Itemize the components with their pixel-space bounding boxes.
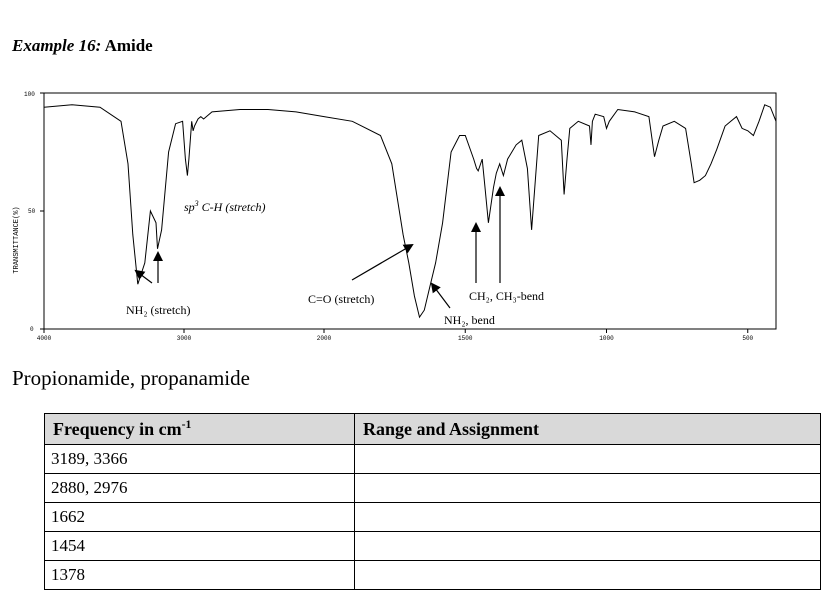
x-tick-label: 500 <box>742 335 754 342</box>
cell-assignment[interactable] <box>355 445 821 474</box>
cell-assignment[interactable] <box>355 561 821 590</box>
table-row <box>45 503 821 532</box>
cell-frequency: 3189, 3366 <box>45 445 355 474</box>
cell-frequency: 1378 <box>45 561 355 590</box>
label-nh2-bend: NH₂, bend <box>444 313 495 327</box>
cell-frequency: 1454 <box>45 532 355 561</box>
table-row <box>45 532 821 561</box>
x-tick-label: 2000 <box>316 335 332 342</box>
header-frequency: Frequency in $cm^{-1}$ <box>45 414 355 445</box>
label-co-stretch: C=O (stretch) <box>308 292 375 306</box>
table-header-row <box>45 414 821 445</box>
plot-frame <box>44 93 776 329</box>
label-ch-bend: CH₂, CH₃-bend <box>469 289 545 303</box>
cell-frequency: 1662 <box>45 503 355 532</box>
cell-assignment[interactable] <box>355 503 821 532</box>
cell-frequency: 2880, 2976 <box>45 474 355 503</box>
y-axis-label: TRANSMITTANCE(%) <box>13 206 21 274</box>
cell-assignment[interactable] <box>355 474 821 503</box>
table-row <box>45 561 821 590</box>
label-sp3-ch-stretch: $sp^3$ C-H (stretch) <box>184 199 266 214</box>
page-heading <box>12 36 153 56</box>
table-row <box>45 474 821 503</box>
arrow-nh2-bend <box>432 284 450 308</box>
x-tick-label: 1500 <box>458 335 473 342</box>
spectrum-trace <box>44 105 776 317</box>
y-tick-label: 0 <box>30 326 34 333</box>
example-label: Example 16: <box>12 36 102 55</box>
compound-name: Propionamide, propanamide <box>12 366 250 390</box>
example-title: Amide <box>104 36 153 55</box>
table-row <box>45 445 821 474</box>
axis-ticks <box>40 93 748 333</box>
header-range-assignment: Range and Assignment <box>355 414 821 445</box>
x-tick-label: 1000 <box>599 335 614 342</box>
x-tick-label: 4000 <box>36 335 52 342</box>
arrow-co-stretch <box>352 245 412 280</box>
x-tick-labels <box>37 335 754 342</box>
ir-spectrum <box>0 80 825 350</box>
frequency-table <box>44 413 821 590</box>
x-tick-label: 3000 <box>176 335 192 342</box>
label-nh2-stretch: NH₂ (stretch) <box>126 303 191 317</box>
y-tick-label: 50 <box>28 208 36 215</box>
cell-assignment[interactable] <box>355 532 821 561</box>
y-tick-label: 100 <box>24 91 35 98</box>
